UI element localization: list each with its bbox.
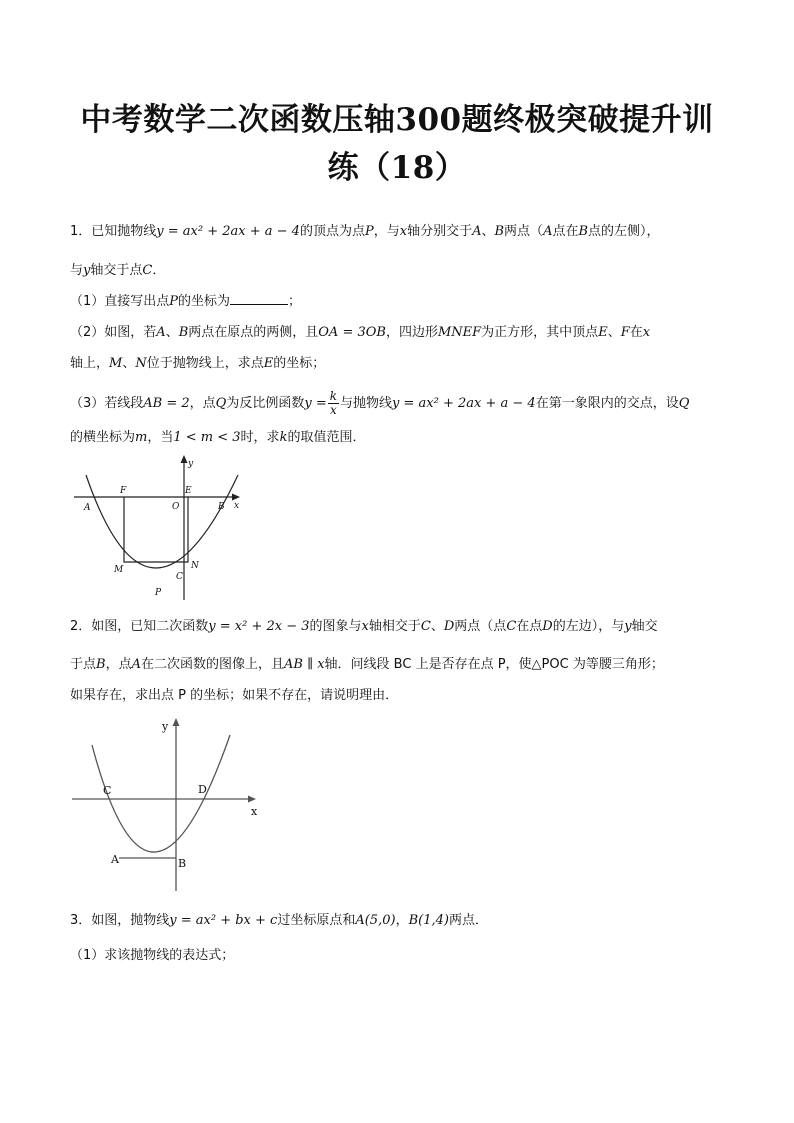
fig2-label-D: D — [198, 783, 207, 796]
fig1-label-O: O — [172, 502, 180, 512]
fig2-label-y: y — [162, 720, 169, 733]
fig1-label-A: A — [84, 503, 91, 513]
fig1-label-P: P — [155, 588, 162, 598]
fig1-parabola — [86, 475, 238, 568]
title-line-2: 练（18） — [327, 150, 467, 186]
fig1-y-arrow — [181, 455, 188, 463]
fig1-label-x: x — [234, 501, 240, 511]
fig1-label-F: F — [120, 486, 127, 496]
fig1-label-C: C — [176, 572, 183, 582]
q2-line-2: 于点B，点A在二次函数的图像上，且AB ∥ x轴．问线段 BC 上是否存在点 P，使△POC 为等腰三角形； — [70, 657, 664, 672]
fig2-label-B: B — [178, 857, 187, 870]
q1-line-1: 1．已知抛物线y = ax² + 2ax + a − 4的顶点为点P，与x轴分别交于A、B两点（A点在B点的左侧）， — [70, 224, 660, 239]
fig1-label-N: N — [191, 561, 199, 571]
fig1-label-y: y — [188, 459, 194, 469]
q1-part-3-line-1: （3）若线段AB = 2，点Q为反比例函数y = $\frac{k}{x}$ 与抛物线y = ax² + 2ax + a − 4在第一象限内的交点，设Q — [70, 389, 690, 417]
q1-line-2: 与y轴交于点C． — [70, 263, 166, 278]
figure-1 — [70, 455, 250, 605]
page-title — [60, 96, 734, 192]
fig2-y-arrow — [173, 718, 180, 726]
q1-part-2-line-1: （2）如图，若A、B两点在原点的两侧，且OA = 3OB，四边形MNEF为正方形，其中顶点E、F在x — [70, 325, 651, 340]
figure-2 — [70, 715, 270, 895]
q1-part-1: （1）直接写出点P的坐标为 ； — [70, 294, 302, 309]
q3-line-1: 3．如图，抛物线y = ax² + bx + c过坐标原点和A(5,0)，B(1,4)两点． — [70, 913, 488, 928]
fig1-label-M: M — [114, 565, 124, 575]
fig2-x-arrow — [248, 796, 256, 803]
fig2-label-C: C — [103, 784, 112, 797]
fig2-label-x: x — [251, 805, 258, 818]
q2-line-3: 如果存在，求出点 P 的坐标；如果不存在，请说明理由． — [70, 688, 399, 703]
fig2-parabola — [92, 735, 230, 852]
fig1-label-E: E — [185, 486, 192, 496]
title-line-1: 中考数学二次函数压轴300题终极突破提升训 — [80, 102, 714, 138]
q1-part-2-line-2: 轴上，M、N位于抛物线上，求点E的坐标； — [70, 356, 326, 371]
q3-part-1: （1）求该抛物线的表达式； — [70, 948, 235, 963]
fig1-x-arrow — [232, 494, 240, 501]
fraction-k-over-x: $\frac{k}{x}$ — [329, 389, 338, 417]
q1-part-3-line-2: 的横坐标为m，当1 < m < 3时，求k的取值范围． — [70, 430, 366, 445]
q2-line-1: 2．如图，已知二次函数y = x² + 2x − 3的图象与x轴相交于C、D两点（点C在点D的左边），与y轴交 — [70, 619, 658, 634]
fig1-label-B: B — [218, 502, 225, 512]
fig2-label-A: A — [111, 853, 119, 866]
answer-blank — [230, 292, 288, 305]
